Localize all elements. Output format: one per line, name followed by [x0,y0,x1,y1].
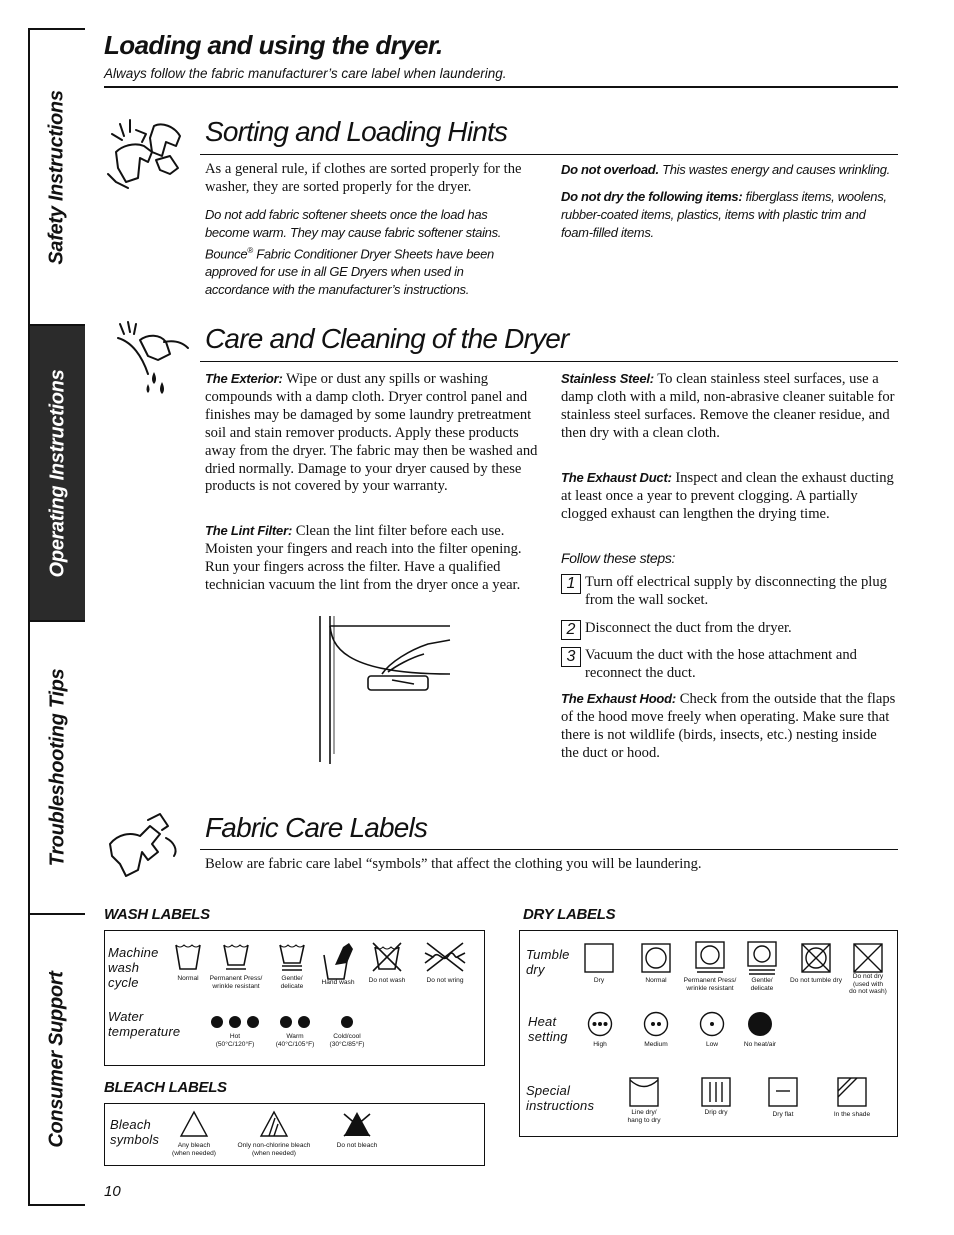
square-icon [584,943,614,973]
exhaust-duct-paragraph: The Exhaust Duct: Inspect and clean the exhaust ducting at least once a year to prevent clogging. A partially clogged exhaust can lengthen the drying time. [561,470,894,522]
symbol-non-chlorine-bleach: Only non-chlorine bleach (when needed) [234,1110,314,1157]
symbol-in-the-shade: In the shade [812,1077,892,1119]
symbol-line-dry: Line dry/ hang to dry [604,1077,684,1124]
dry-labels-heading: DRY LABELS [523,906,616,923]
tab-label: Troubleshooting Tips [46,668,69,867]
stainless-steel-paragraph: Stainless Steel: To clean stainless steel surfaces, use a damp cloth with a mild, non-abrasive cleaner suitable for stainless steel surfaces. Remove the cleaner residue, and then dry with a clean cloth. [561,371,895,441]
wash-labels-heading: WASH LABELS [104,906,210,923]
side-tabs [28,28,85,1206]
symbol-hand-wash: Hand wash [298,941,378,987]
tumble-dry-label: Tumble dry [526,947,570,977]
tumble-circle-icon [641,943,671,973]
step-3: 3 Vacuum the duct with the hose attachment and reconnect the duct. [561,647,895,683]
do-not-wash-icon [371,941,403,973]
lint-filter-illustration [300,614,460,764]
tab-label: Consumer Support [46,971,69,1148]
step-2: 2 Disconnect the duct from the dryer. [561,620,895,640]
symbol-cold-water: Cold/cool (30°C/85°F) [307,1015,387,1048]
symbol-normal-wash: Normal [148,941,228,983]
line-dry-icon [629,1077,659,1107]
shirt-tag-icon [104,812,184,880]
clothes-pile-icon [104,112,186,192]
tab-label: Safety Instructions [46,89,68,265]
sorting-title: Sorting and Loading Hints [205,116,508,147]
two-dot-circle-icon [643,1011,669,1037]
symbol-dry-flat: Dry flat [743,1077,823,1119]
bleach-symbols-label: Bleach symbols [110,1117,160,1147]
sorting-rule [200,154,898,155]
bleach-labels-heading: BLEACH LABELS [104,1079,227,1096]
do-not-dry-items-note: Do not dry the following items: fiberglass items, woolens, rubber-coated items, plastics, items with plastic trim and foam-filled items. [561,189,887,240]
fabric-title: Fabric Care Labels [205,812,428,843]
symbol-heat-high: High [560,1011,640,1049]
tab-troubleshooting-tips[interactable] [30,622,85,915]
symbol-tumble-gentle: Gentle/ delicate [722,941,802,992]
page-subtitle: Always follow the fabric manufacturer’s care label when laundering. [104,66,507,81]
care-rule [200,361,898,362]
shade-dry-icon [837,1077,867,1107]
tumble-two-bars-icon [747,941,777,975]
symbol-do-not-tumble-dry: Do not tumble dry [776,943,856,985]
symbol-gentle-wash: Gentle/ delicate [252,941,332,990]
exterior-paragraph: The Exterior: Wipe or dust any spills or washing compounds with a damp cloth. Dryer control panel and finishes may be damaged by some laundry pretreatment soil and stain remover products. Apply these products away from the dryer. The fabric may then be washed and dried normally. Damage to your dryer caused by these products is not covered by your warranty. [205,371,538,495]
fabric-softener-note: Do not add fabric softener sheets once the load has become warm. They may cause fabric softener stains. Bounce® Fabric Conditioner Dryer Sheets have been approved for use in all GE Dryers when used in accordance with the manufacturer’s instructions. [205,207,502,298]
symbol-heat-low: Low [672,1011,752,1049]
heat-setting-label: Heat setting [528,1014,568,1044]
step-1: 1 Turn off electrical supply by disconnecting the plug from the wall socket. [561,574,895,610]
symbol-do-not-dry: Do not dry (used with do not wash) [828,943,908,996]
bleach-triangle-icon [179,1110,209,1138]
three-dots-icon [210,1015,260,1029]
symbol-permanent-press-wash: Permanent Press/ wrinkle resistant [196,941,276,990]
drip-dry-icon [701,1077,731,1107]
three-dot-circle-icon [587,1011,613,1037]
fabric-intro: Below are fabric care label “symbols” that affect the clothing you will be laundering. [205,856,702,872]
symbol-heat-medium: Medium [616,1011,696,1049]
special-instructions-label: Special instructions [526,1083,595,1113]
symbol-tumble-normal: Normal [616,943,696,985]
symbol-no-heat: No heat/air [720,1011,800,1049]
tab-label: Operating Instructions [46,369,68,577]
care-title: Care and Cleaning of the Dryer [205,323,569,354]
exhaust-hood-paragraph: The Exhaust Hood: Check from the outside that the flaps of the hood move freely when operating. Make sure that there is not wildlife (birds, insects, etc.) nesting inside the duct or hood. [561,691,896,761]
cleaning-cloth-icon [112,320,194,400]
tab-operating-instructions[interactable] [30,326,85,622]
page-number: 10 [104,1183,121,1200]
dry-flat-icon [768,1077,798,1107]
symbol-any-bleach: Any bleach (when needed) [154,1110,234,1157]
page-title: Loading and using the dryer. [104,30,443,60]
wash-tub-one-bar-icon [221,941,251,971]
one-dot-icon [340,1015,354,1029]
do-not-bleach-icon [341,1110,373,1138]
follow-these-steps: Follow these steps: [561,550,676,566]
fabric-rule [200,849,898,850]
symbol-do-not-bleach: Do not bleach [317,1110,397,1150]
dry-labels-box [519,930,898,1137]
do-not-dry-icon [852,943,884,973]
wash-labels-box [104,930,485,1066]
do-not-overload-note: Do not overload. This wastes energy and causes wrinkling. [561,162,890,177]
symbol-drip-dry: Drip dry [676,1077,756,1117]
filled-circle-icon [747,1011,773,1037]
do-not-wring-icon [421,941,469,973]
lint-filter-paragraph: The Lint Filter: Clean the lint filter before each use. Moisten your fingers and reach into the filter opening. Run your fingers across the filter. Have a qualified technician vacuum the lint from the dryer once a year. [205,523,522,593]
water-temperature-label: Water temperature [108,1009,181,1039]
header-rule [104,86,898,88]
tab-consumer-support[interactable] [30,915,85,1204]
non-chlorine-bleach-icon [259,1110,289,1138]
tab-safety-instructions[interactable] [30,30,85,326]
symbol-hot-water: Hot (50°C/120°F) [195,1015,275,1048]
symbol-tumble-permanent-press: Permanent Press/ wrinkle resistant [670,941,750,992]
symbol-warm-water: Warm (40°C/105°F) [255,1015,335,1048]
sorting-paragraph: As a general rule, if clothes are sorted properly for the washer, they are sorted properly for the dryer. [205,161,522,195]
symbol-do-not-wring: Do not wring [405,941,485,985]
symbol-dry: Dry [559,943,639,985]
tumble-one-bar-icon [695,941,725,973]
machine-wash-cycle-label: Machine wash cycle [108,945,159,990]
bleach-labels-box [104,1103,485,1166]
symbol-do-not-wash: Do not wash [347,941,427,985]
